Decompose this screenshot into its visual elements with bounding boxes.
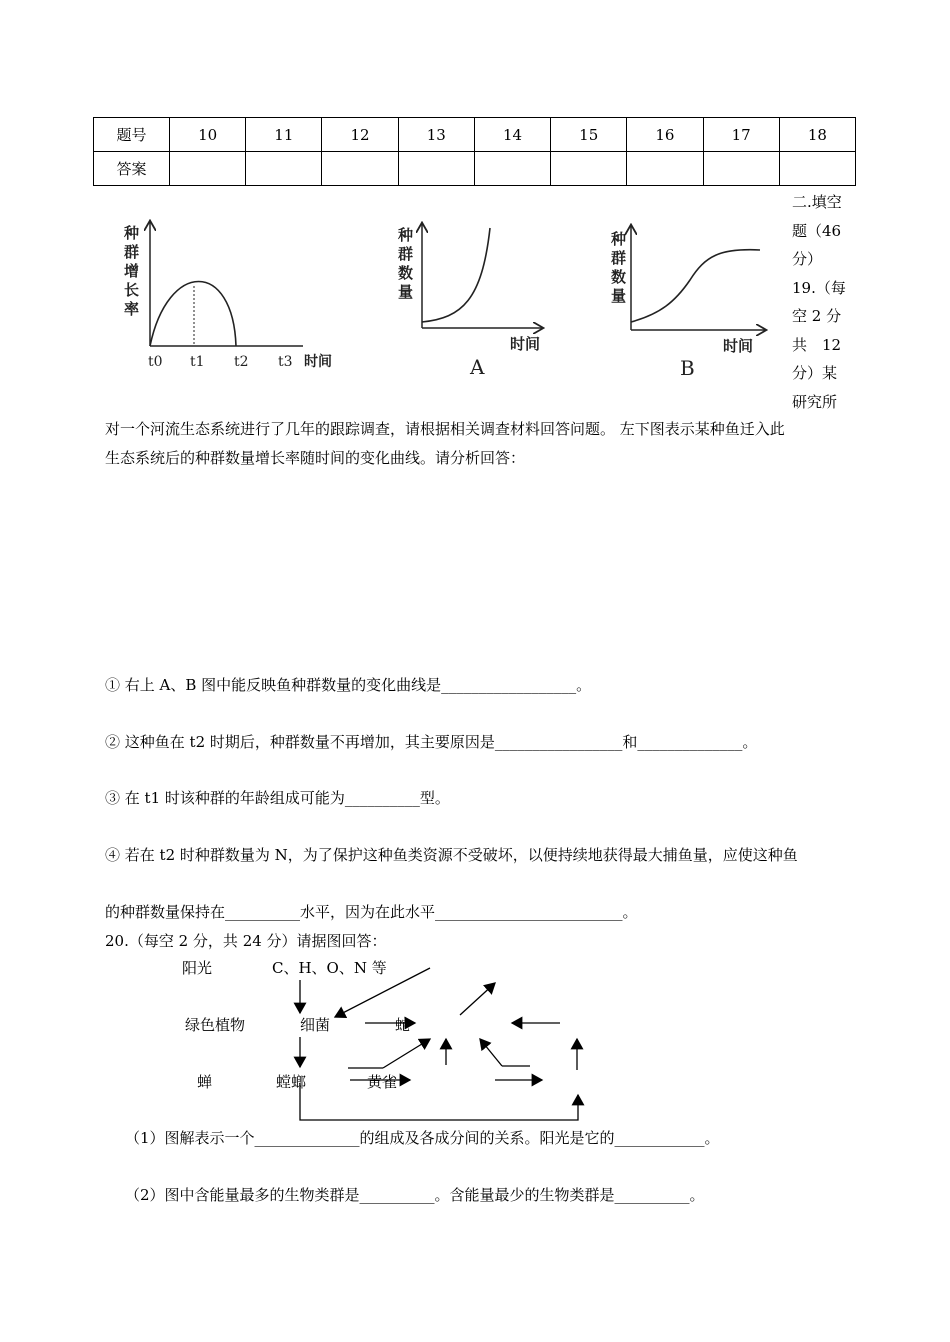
answer-cell[interactable]: [551, 152, 627, 186]
oriole-label: 黄雀: [367, 1073, 398, 1091]
table-header-cell: 14: [474, 118, 550, 152]
table-header-cell: 10: [170, 118, 246, 152]
x-axis-label: 时间: [510, 335, 541, 353]
side-text-line: 分）: [792, 250, 823, 268]
x-tick-label: t1: [190, 354, 205, 370]
answer-cell[interactable]: [398, 152, 474, 186]
side-text-line: 19.（每: [792, 278, 846, 297]
s-shaped-curve: [631, 250, 760, 322]
answer-cell[interactable]: [322, 152, 398, 186]
question-4-continued: 的种群数量保持在__________水平，因为在此水平_________________________。: [105, 903, 638, 921]
sub-question-1: （1）图解表示一个______________的组成及各成分间的关系。阳光是它的____________。: [125, 1129, 720, 1147]
answer-table: [93, 117, 856, 186]
question-1: ① 右上 A、B 图中能反映鱼种群数量的变化曲线是__________________。: [105, 676, 592, 694]
elements-label: C、H、O、N 等: [272, 959, 387, 977]
q20-title: 20.（每空 2 分，共 24 分）请据图回答：: [105, 932, 387, 950]
mantis-label: 螳螂: [276, 1073, 307, 1091]
sub-question-2: （2）图中含能量最多的生物类群是__________。含能量最少的生物类群是__________。: [125, 1186, 705, 1204]
y-label-char: 种: [611, 230, 627, 248]
answer-cell[interactable]: [246, 152, 322, 186]
sunlight-label: 阳光: [182, 959, 213, 977]
graph-caption: A: [470, 355, 485, 379]
x-axis-label: 时间: [723, 337, 754, 355]
answer-cell[interactable]: [474, 152, 550, 186]
question-3: ③ 在 t1 时该种群的年龄组成可能为__________型。: [105, 789, 450, 807]
section-heading-column: [792, 188, 848, 416]
side-text-line: 空 2 分: [792, 307, 842, 325]
table-header-cell: 13: [398, 118, 474, 152]
side-text-line: 分）某: [792, 364, 838, 382]
side-text-line: 研究所: [792, 392, 838, 411]
y-label-char: 量: [398, 283, 414, 301]
cicada-label: 蝉: [197, 1073, 213, 1091]
bacteria-label: 细菌: [300, 1016, 331, 1034]
y-label-char: 长: [124, 281, 140, 299]
y-label-char: 群: [398, 245, 414, 263]
table-header-cell: 16: [627, 118, 703, 152]
population-graph-a: [392, 210, 572, 385]
answer-cell[interactable]: [779, 152, 855, 186]
answer-row-label: 答案: [94, 152, 170, 186]
intro-line: 对一个河流生态系统进行了几年的跟踪调查，请根据相关调查材料回答问题。 左下图表示某种鱼迁入此: [105, 420, 785, 438]
snake-label: 蛇: [395, 1016, 411, 1034]
question-4: ④ 若在 t2 时种群数量为 N，为了保护这种鱼类资源不受破坏，以便持续地获得最大捕鱼量，应使这种鱼: [105, 846, 798, 864]
y-label-char: 量: [611, 287, 627, 305]
y-label-char: 群: [124, 243, 140, 261]
graph-caption: B: [680, 356, 695, 380]
intro-line: 生态系统后的种群数量增长率随时间的变化曲线。请分析回答：: [105, 449, 526, 467]
answer-cell[interactable]: [703, 152, 779, 186]
x-tick-label: t0: [148, 354, 163, 370]
x-tick-label: t2: [234, 354, 249, 370]
y-label-char: 种: [124, 224, 140, 242]
y-label-char: 数: [611, 268, 627, 286]
answer-table-row: [94, 152, 856, 186]
answer-table-header-row: [94, 118, 856, 152]
side-text-line: 题（46: [792, 221, 842, 240]
answer-cell[interactable]: [170, 152, 246, 186]
table-header-cell: 12: [322, 118, 398, 152]
table-header-cell: 题号: [94, 118, 170, 152]
growth-rate-graph: [118, 200, 358, 380]
j-shaped-curve: [422, 228, 490, 322]
y-label-char: 增: [124, 262, 140, 280]
y-label-char: 种: [398, 226, 414, 244]
table-header-cell: 18: [779, 118, 855, 152]
answer-cell[interactable]: [627, 152, 703, 186]
growth-rate-curve: [150, 282, 236, 347]
green-plants-label: 绿色植物: [185, 1016, 246, 1034]
food-web-arrows: [170, 955, 620, 1125]
table-header-cell: 15: [551, 118, 627, 152]
x-tick-label: t3: [278, 354, 293, 370]
table-header-cell: 11: [246, 118, 322, 152]
x-axis-label: 时间: [304, 354, 332, 370]
y-label-char: 群: [611, 249, 627, 267]
y-label-char: 率: [124, 300, 140, 318]
side-text-line: 共 12: [792, 335, 842, 354]
population-graph-b: [605, 210, 785, 385]
table-header-cell: 17: [703, 118, 779, 152]
question-2: ② 这种鱼在 t2 时期后，种群数量不再增加，其主要原因是_________________和______________。: [105, 733, 758, 751]
side-text-line: 二.填空: [792, 193, 842, 211]
y-label-char: 数: [398, 264, 414, 282]
